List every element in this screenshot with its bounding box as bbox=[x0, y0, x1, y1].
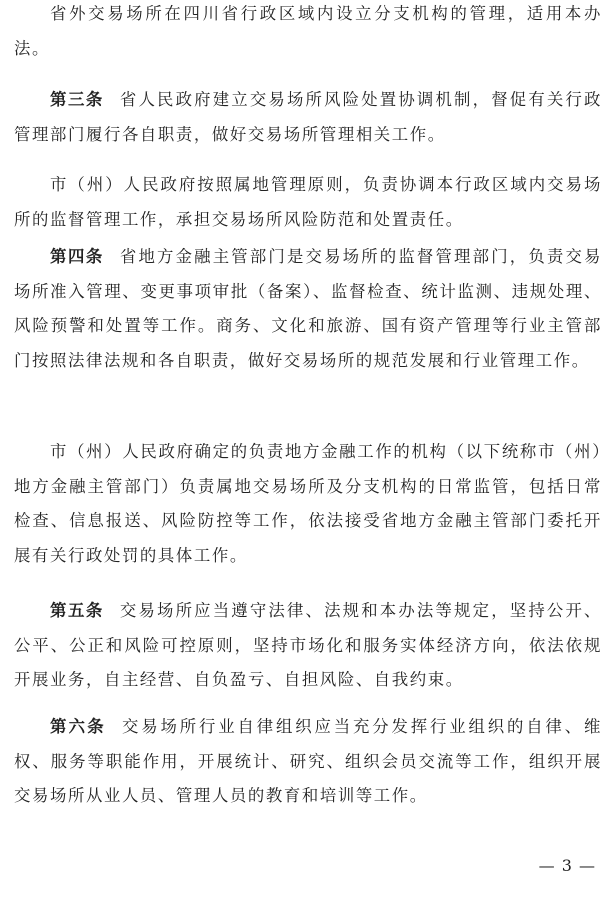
article-6-text: 交易场所行业自律组织应当充分发挥行业组织的自律、维权、服务等职能作用，开展统计、研究、组织会员交流等工作，组织开展交易场所从业人员、管理人员的教育和培训等工作。 bbox=[14, 717, 603, 805]
paragraph-5 bbox=[14, 435, 602, 573]
paragraph-article-5 bbox=[14, 594, 602, 698]
article-5-heading: 第五条 bbox=[50, 601, 104, 620]
page-number: — 3 — bbox=[538, 856, 596, 875]
article-3-heading: 第三条 bbox=[50, 90, 104, 109]
article-6-heading: 第六条 bbox=[50, 717, 106, 736]
paragraph-3-text: 市（州）人民政府按照属地管理原则，负责协调本行政区域内交易场所的监督管理工作，承担交易场所风险防范和处置责任。 bbox=[14, 175, 602, 229]
paragraph-5-text: 市（州）人民政府确定的负责地方金融工作的机构（以下统称市（州）地方金融主管部门）负责属地交易场所及分支机构的日常监管，包括日常检查、信息报送、风险防控等工作，依法接受省地方金融主管部门委托开展有关行政处罚的具体工作。 bbox=[14, 442, 602, 565]
article-4-text: 省地方金融主管部门是交易场所的监督管理部门，负责交易场所准入管理、变更事项审批（备案）、监督检查、统计监测、违规处理、风险预警和处置等工作。商务、文化和旅游、国有资产管理等行业主管部门按照法律法规和各自职责，做好交易场所的规范发展和行业管理工作。 bbox=[14, 247, 603, 370]
paragraph-1-text: 省外交易场所在四川省行政区域内设立分支机构的管理，适用本办法。 bbox=[14, 4, 602, 58]
paragraph-article-6 bbox=[14, 710, 602, 814]
paragraph-article-4 bbox=[14, 240, 602, 378]
paragraph-3 bbox=[14, 168, 602, 237]
article-5-text: 交易场所应当遵守法律、法规和本办法等规定，坚持公开、公平、公正和风险可控原则，坚持市场化和服务实体经济方向，依法依规开展业务，自主经营、自负盈亏、自担风险、自我约束。 bbox=[14, 601, 603, 689]
paragraph-article-3 bbox=[14, 83, 602, 152]
paragraph-1 bbox=[14, 0, 602, 66]
article-3-text: 省人民政府建立交易场所风险处置协调机制，督促有关行政管理部门履行各自职责，做好交易场所管理相关工作。 bbox=[14, 90, 603, 144]
article-4-heading: 第四条 bbox=[50, 247, 104, 266]
